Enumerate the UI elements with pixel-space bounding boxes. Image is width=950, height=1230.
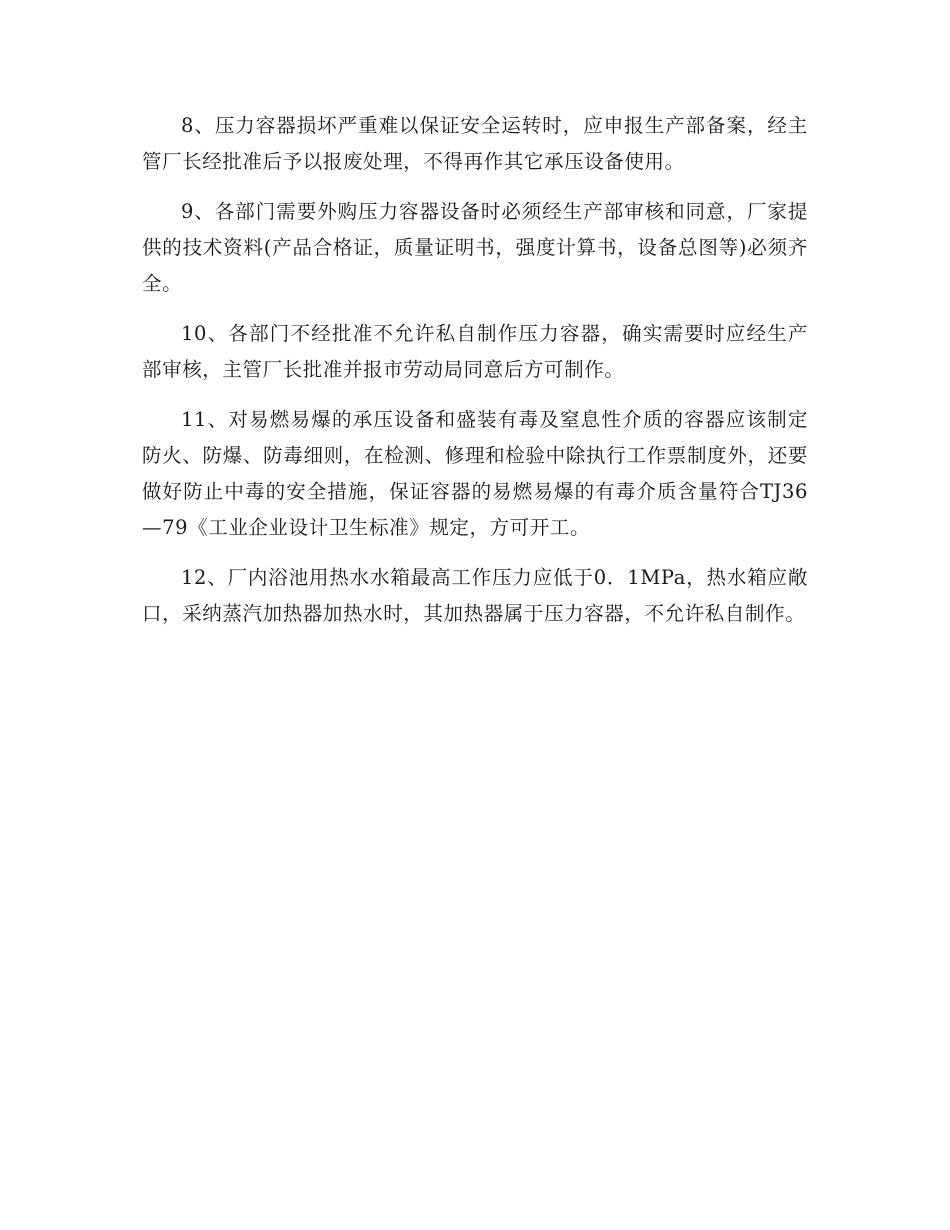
paragraph-item-8: 8、压力容器损坏严重难以保证安全运转时，应申报生产部备案，经主管厂长经批准后予以报废处理，不得再作其它承压设备使用。 <box>142 114 808 173</box>
paragraph-item-11: 11、对易燃易爆的承压设备和盛装有毒及窒息性介质的容器应该制定防火、防爆、防毒细则，在检测、修理和检验中除执行工作票制度外，还要做好防止中毒的安全措施，保证容器的易燃易爆的有毒介质含量符合TJ36—79《工业企业设计卫生标准》规定，方可开工。 <box>142 408 808 539</box>
paragraph-item-10: 10、各部门不经批准不允许私自制作压力容器，确实需要时应经生产部审核，主管厂长批准并报市劳动局同意后方可制作。 <box>142 322 808 381</box>
document-body <box>142 108 808 646</box>
paragraph-item-12: 12、厂内浴池用热水水箱最高工作压力应低于0．1MPa，热水箱应敞口，采纳蒸汽加热器加热水时，其加热器属于压力容器，不允许私自制作。 <box>142 566 808 625</box>
paragraph-item-9: 9、各部门需要外购压力容器设备时必须经生产部审核和同意，厂家提供的技术资料(产品合格证，质量证明书，强度计算书，设备总图等)必须齐全。 <box>142 200 808 295</box>
